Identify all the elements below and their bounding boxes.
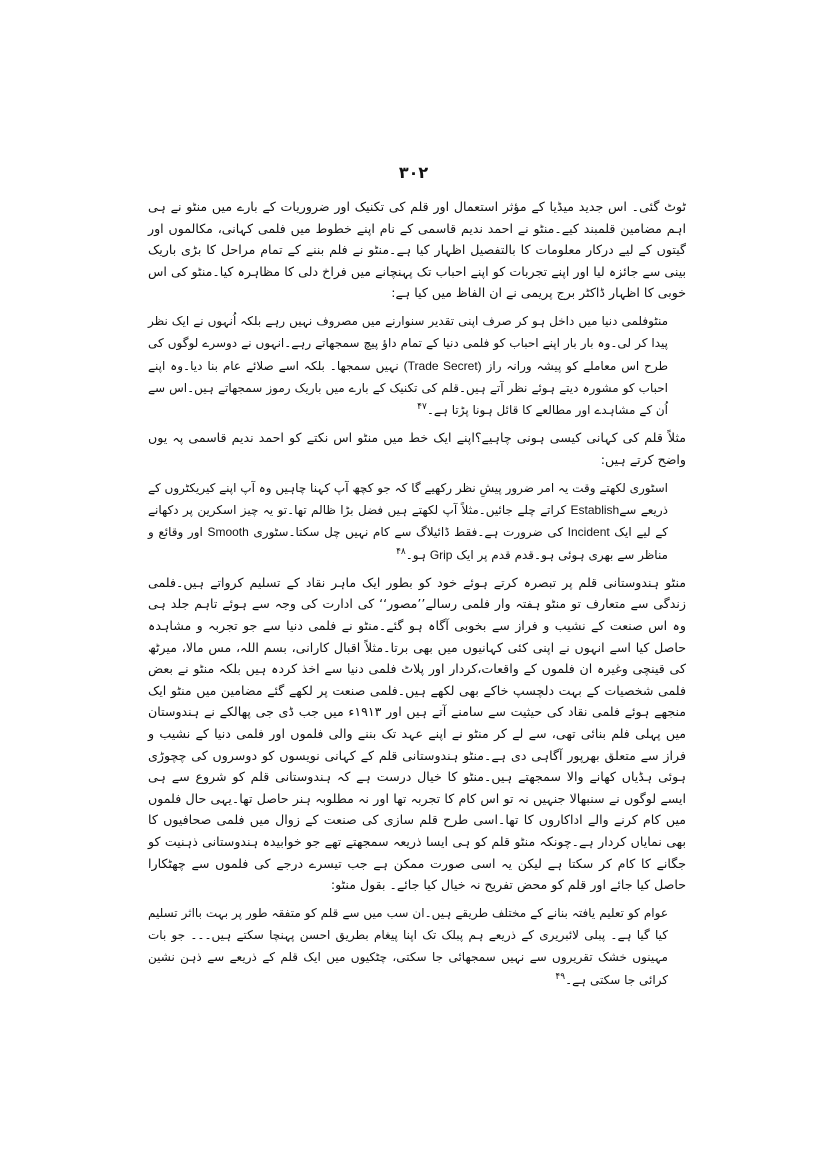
term-grip: Grip	[429, 547, 453, 562]
page-body	[148, 196, 686, 997]
quote-letter-text-2: کراتے چلے جائیں۔مثلاً آپ لکھتے ہیں فضل بڑا ظالم تھا۔تو یہ چیز اسکرین پر دکھانے کے لیے ایک	[148, 502, 668, 540]
quote-premi-text-2: نہیں سمجھا۔ بلکہ اسے صلائے عام بنا دیا۔وہ اپنے احباب کو مشورہ دیتے ہوئے نظر آتے ہیں۔قلم کی تکنیک کے بارے میں باریک رموز سمجھاتے ہیں۔اس سے اُن کے مشاہدے اور مطالعے کا قائل ہونا پڑتا ہے۔	[148, 358, 668, 418]
quote-letter-text-4: اور وقائع و مناظر سے بھری ہوئی ہو۔قدم قدم پر ایک	[148, 525, 668, 562]
term-establish: Establish	[570, 502, 620, 517]
main-paragraph-text: منٹو ہندوستانی قلم پر تبصرہ کرتے ہوئے خود کو بطور ایک ماہر نقاد کے تسلیم کرواتے ہیں۔فلمی زندگی سے متعارف تو منٹو ہفتہ وار فلمی رسالے’’مصور‘‘ کی ادارت کی وجہ سے ہوئے تاہم جلد ہی وہ اس صنعت کے نشیب و فراز سے بخوبی آگاہ ہو گئے۔منٹو نے فلمی دنیا سے جو تجربہ و مشاہدہ حاصل کیا اسے انہوں نے اپنی کئی کہانیوں میں بھی برتا۔مثلاً اقبال کارانی، بسم اللہ، مس مالا، میرٹھ کی قینچی وغیرہ ان فلموں کے واقعات،کردار اور پلاٹ فلمی دنیا سے اخذ کردہ ہیں بلکہ منٹو نے بعض فلمی شخصیات کے بہت دلچسپ خاکے بھی لکھے ہیں۔فلمی صنعت پر لکھے گئے مضامین میں منٹو ایک منجھے ہوئے فلمی نقاد کی حیثیت سے سامنے آتے ہیں اور ۱۹۱۳ء میں جب ڈی جی پھالکے نے ہندوستان میں پہلی فلم بنائی تھی، سے لے کر منٹو نے اپنے عہد تک بننے والی فلموں اور فلمی دنیا کے نشیب و فراز سے متعلق بھرپور آگاہی دی ہے۔منٹو ہندوستانی قلم کے کہانی نویسوں کو دوسروں کی چچوڑی ہوئی ہڈیاں کھانے والا سمجھتے ہیں۔منٹو کا خیال درست ہے کہ ہندوستانی قلم کو شروع سے ہی ایسے لوگوں نے سنبھالا جنہیں نہ تو اس کام کا تجربہ تھا اور نہ مطلوبہ ہنر حاصل تھا۔یہی حال فلموں میں کام کرنے والے اداکاروں کا تھا۔اسی طرح قلم سازی کی صنعت کے زوال میں فلمی صحافیوں کا بھی نمایاں کردار ہے۔چونکہ منٹو قلم کو ہی ایسا ذریعہ سمجھتے تھے جو خوابیدہ ہندوستانی ذہنیت کو جگانے کا کام کر سکتا ہے لیکن یہ اسی صورت ممکن ہے جب تیسرے درجے کی فلموں سے چھٹکارا حاصل کیا جائے اور قلم کو محض تفریح نہ خیال کیا جائے۔ بقول منٹو:	[148, 574, 686, 893]
quote-premi-text-1: منٹوفلمی دنیا میں داخل ہو کر صرف اپنی تقدیر سنوارنے میں مصروف نہیں رہے بلکہ اُنہوں نے ایک نظر پیدا کر لی۔وہ بار بار اپنے احباب کو فلمی دنیا کے تمام داؤ پیچ سمجھاتے رہے۔انہوں نے دوسرے لوگوں کی طرح اس معاملے کو پیشہ ورانہ راز	[148, 313, 668, 373]
footnote-ref-48: ۴۸	[396, 546, 406, 557]
term-smooth: Smooth	[207, 525, 249, 540]
term-trade-secret: (Trade Secret)	[403, 358, 482, 373]
term-incident: Incident	[567, 525, 610, 540]
quote-manto-text: عوام کو تعلیم یافتہ بنانے کے مختلف طریقے ہیں۔ان سب میں سے قلم کو متفقہ طور پر بہت بااثر تسلیم کیا گیا ہے۔ پبلی لائبریری کے ذریعے ہم پبلک تک اپنا پیغام بطریق احسن پہنچا سکتے ہیں۔۔۔ جو بات مہینوں خشک تقریروں سے نہیں سمجھائی جا سکتی، چٹکیوں میں ایک قلم کے ذریعے سے ذہن نشین کرائی جا سکتی ہے۔	[148, 905, 668, 987]
block-quote-manto-letter	[148, 477, 668, 566]
quote-letter-text-5: ہو۔	[405, 547, 430, 562]
footnote-ref-49: ۴۹	[555, 971, 566, 982]
quote-letter-text-3: کی ضرورت ہے۔فقط ڈائیلاگ سے کام نہیں چل سکتا۔سٹوری	[248, 525, 568, 540]
page-number: ۳۰۲	[398, 163, 429, 182]
quote-letter-text-1: اسٹوری لکھتے وقت یہ امر ضرور پیشِ نظر رکھیے گا کہ جو کچھ آپ کہنا چاہیں وہ آپ اپنے کیریکٹروں کے ذریعے سے	[148, 480, 668, 517]
main-paragraph	[148, 572, 686, 896]
block-quote-premi	[148, 310, 668, 421]
intro-paragraph	[148, 196, 686, 304]
lead-in-text: مثلاً قلم کی کہانی کیسی ہونی چاہیے؟اپنے ایک خط میں منٹو اس نکتے کو احمد ندیم قاسمی پہ یوں واضح کرتے ہیں:	[148, 430, 686, 468]
block-quote-manto	[148, 902, 668, 991]
intro-paragraph-text: ٹوٹ گئی۔ اس جدید میڈیا کے مؤثر استعمال اور قلم کی تکنیک اور ضروریات کے بارے میں منٹو نے ہی اہم مضامین قلمبند کیے۔منٹو نے احمد ندیم قاسمی کے نام اپنے خطوط میں فلمی کہانی، مکالموں اور گیتوں کے لیے درکار معلومات کا بالتفصیل اظہار کیا ہے۔منٹو نے فلم بننے کے تمام مراحل کا بڑی باریک بینی سے جائزہ لیا اور اپنے تجربات کو اپنے احباب تک پہنچانے میں فراخ دلی کا مظاہرہ کیا۔منٹو کی اس خوبی کا اظہار ڈاکٹر برج پریمی نے ان الفاظ میں کیا ہے:	[148, 199, 686, 301]
footnote-ref-47: ۴۷	[417, 402, 427, 413]
lead-in-paragraph	[148, 427, 686, 470]
